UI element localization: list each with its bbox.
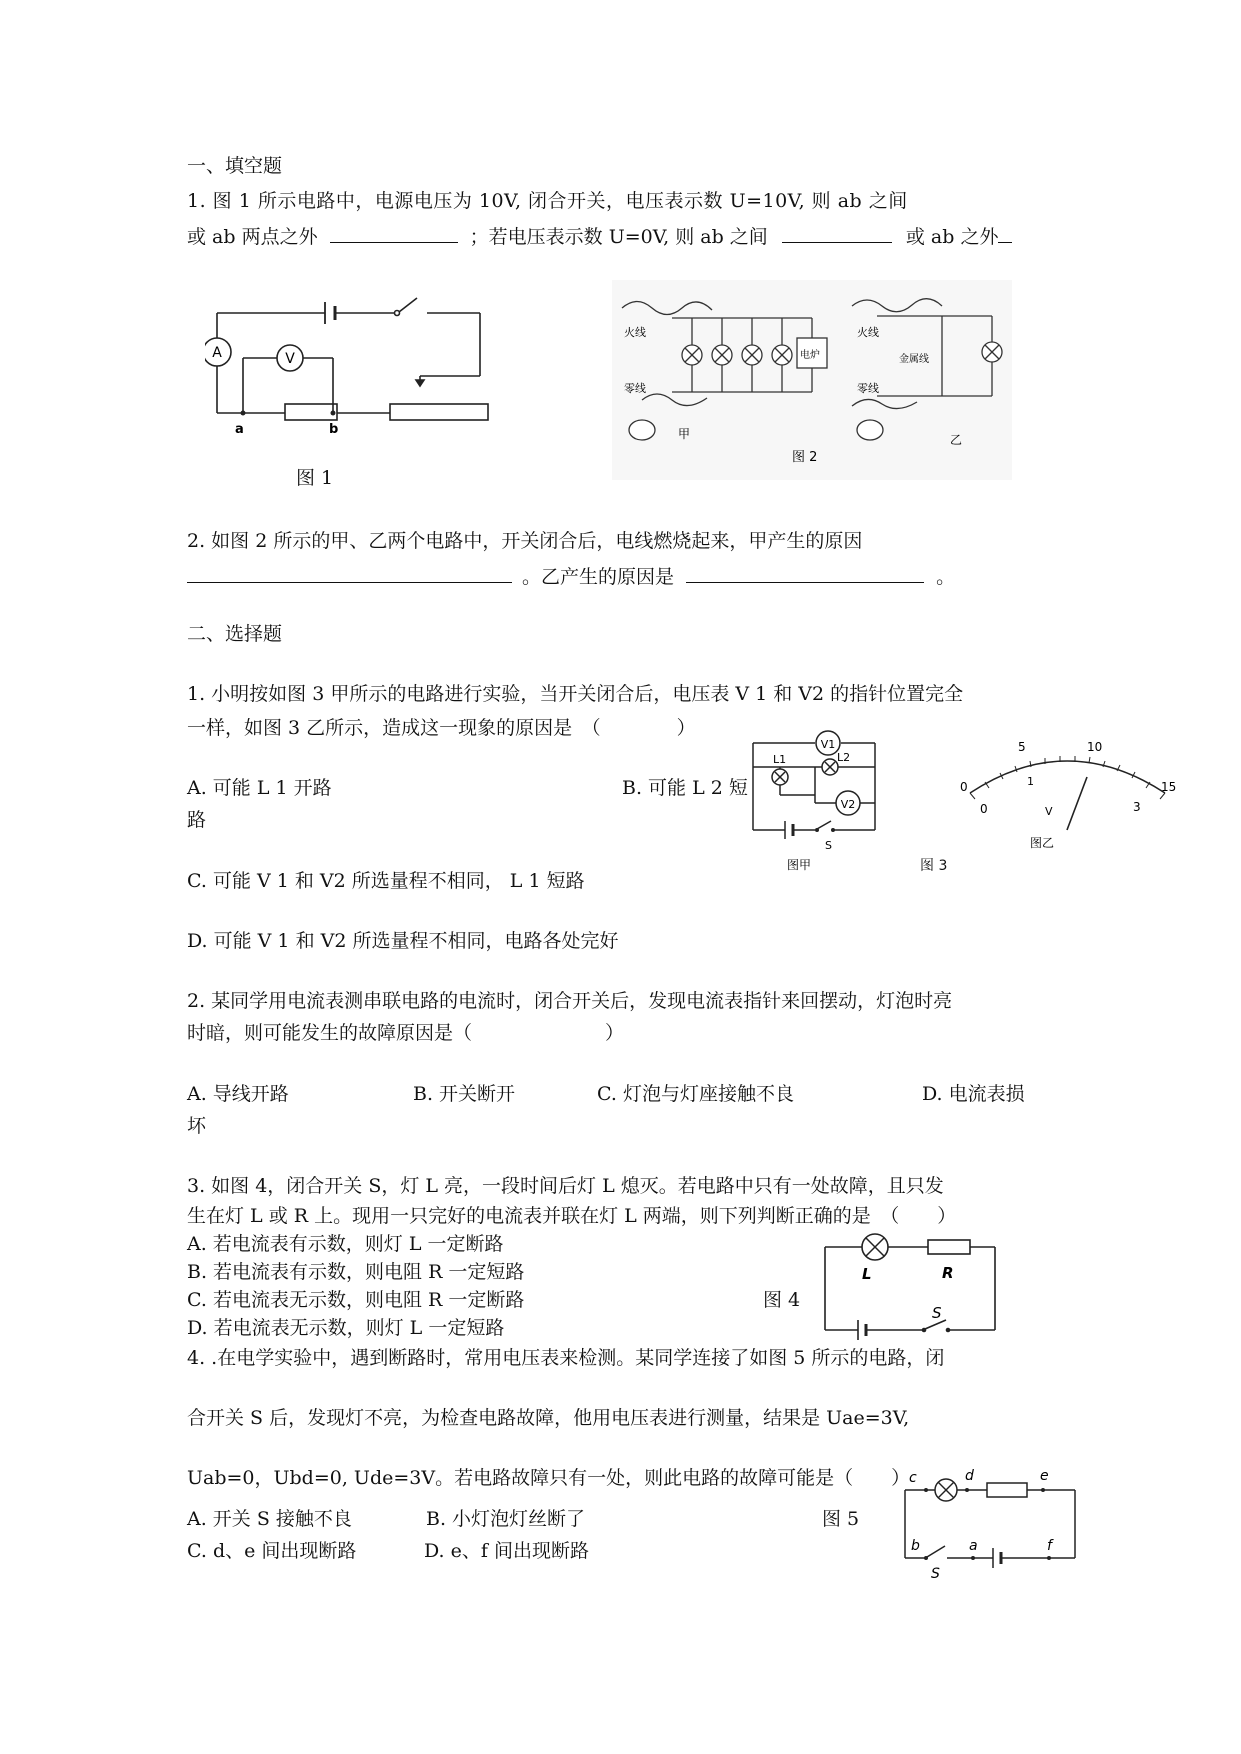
c2-option-c: C. 灯泡与灯座接触不良 — [597, 1083, 794, 1105]
meter-top-10: 10 — [1087, 740, 1103, 754]
point-a-label: a — [235, 422, 244, 437]
point-b-label: b — [911, 1538, 920, 1554]
c3-option-a: A. 若电流表有示数，则灯 L 一定断路 — [187, 1233, 504, 1255]
point-b-label: b — [329, 422, 339, 437]
point-e-label: e — [1040, 1468, 1049, 1484]
section-1-title: 一、填空题 — [187, 155, 283, 177]
section-2-title: 二、选择题 — [187, 623, 283, 645]
c3-option-b: B. 若电流表有示数，则电阻 R 一定短路 — [187, 1261, 525, 1283]
q1-blank-2[interactable] — [782, 224, 892, 243]
figure-3-jia-caption: 图甲 — [787, 858, 812, 872]
q2-blank-1[interactable] — [187, 564, 512, 583]
q2-line1: 2. 如图 2 所示的甲、乙两个电路中，开关闭合后，电线燃烧起来，甲产生的原因 — [187, 530, 863, 552]
figure-4-caption: 图 4 — [763, 1289, 801, 1311]
c4-option-b: B. 小灯泡灯丝断了 — [426, 1508, 586, 1530]
c4-option-d: D. e、f 间出现断路 — [424, 1540, 589, 1562]
jia-label: 甲 — [678, 427, 691, 441]
lamp-l-label: L — [862, 1265, 872, 1283]
jinshu-label: 金属线 — [899, 354, 929, 365]
meter-top-0: 0 — [960, 780, 968, 794]
jia-huoxian: 火线 — [624, 326, 646, 339]
l2-label: L2 — [837, 751, 851, 764]
jia-lingxian: 零线 — [624, 382, 646, 395]
q1-text-a: 或 ab 两点之外 — [187, 226, 318, 248]
c1-option-c: C. 可能 V 1 和 V2 所选量程不相同， L 1 短路 — [187, 870, 585, 892]
yi-lingxian: 零线 — [857, 382, 879, 395]
figure-1-circuit — [205, 288, 495, 448]
q1-line2 — [187, 224, 1012, 248]
c2-line2: 时暗，则可能发生的故障原因是（ ） — [187, 1022, 625, 1044]
c2-option-a: A. 导线开路 — [187, 1083, 289, 1105]
c1-option-b: B. 可能 L 2 短 — [622, 777, 748, 799]
meter-bottom-0: 0 — [980, 802, 988, 816]
point-c-label: c — [909, 1470, 917, 1486]
point-a-fig5-label: a — [969, 1538, 978, 1554]
c3-line1: 3. 如图 4，闭合开关 S，灯 L 亮，一段时间后灯 L 熄灭。若电路中只有一处故障，且只发 — [187, 1175, 944, 1197]
figure-4-circuit — [820, 1232, 1000, 1342]
point-d-label: d — [965, 1468, 974, 1484]
dianlu-label: 电炉 — [800, 350, 820, 361]
figure-5-caption: 图 5 — [822, 1508, 860, 1530]
switch-s-fig5-label: S — [931, 1566, 940, 1582]
c2-line1: 2. 某同学用电流表测串联电路的电流时，闭合开关后，发现电流表指针来回摆动，灯泡时亮 — [187, 990, 953, 1012]
c2-option-d-cont: 坏 — [187, 1115, 207, 1137]
figure-2-circuits — [612, 280, 1012, 480]
v2-label: V2 — [840, 798, 856, 811]
c1-option-d: D. 可能 V 1 和 V2 所选量程不相同，电路各处完好 — [187, 930, 619, 952]
v1-label: V1 — [820, 738, 836, 751]
voltmeter-label: V — [285, 351, 295, 367]
q1-blank-3[interactable] — [998, 224, 1012, 243]
q1-text-b: ；若电压表示数 U=0V, 则 ab 之间 — [469, 226, 768, 248]
meter-bottom-3: 3 — [1133, 800, 1141, 814]
c3-option-c: C. 若电流表无示数，则电阻 R 一定断路 — [187, 1289, 525, 1311]
q2-blank-2[interactable] — [686, 564, 924, 583]
resistor-r-label: R — [942, 1264, 954, 1282]
meter-v-label: V — [1045, 805, 1053, 818]
switch-s-label: S — [825, 839, 832, 852]
q1-text-c: 或 ab 之外 — [905, 226, 999, 248]
c4-line1: 4. .在电学实验中，遇到断路时，常用电压表来检测。某同学连接了如图 5 所示的电路，闭 — [187, 1347, 945, 1369]
figure-3-jia-circuit — [745, 725, 895, 875]
c4-option-a: A. 开关 S 接触不良 — [187, 1508, 352, 1530]
q2-text-b: 。 — [936, 566, 956, 588]
c4-line3: Uab=0，Ubd=0, Ude=3V。若电路故障只有一处，则此电路的故障可能是（ ） — [187, 1467, 911, 1489]
figure-3-yi-meter — [955, 735, 1180, 855]
meter-top-5: 5 — [1018, 740, 1026, 754]
q1-line1: 1. 图 1 所示电路中，电源电压为 10V, 闭合开关，电压表示数 U=10V, 则 ab 之间 — [187, 190, 908, 212]
figure-3-caption: 图 3 — [920, 858, 948, 874]
ammeter-label: A — [212, 345, 222, 361]
q1-blank-1[interactable] — [330, 224, 458, 243]
c1-option-a: A. 可能 L 1 开路 — [187, 777, 332, 799]
switch-s-fig4-label: S — [932, 1304, 942, 1322]
c2-option-b: B. 开关断开 — [413, 1083, 516, 1105]
yi-label: 乙 — [950, 433, 963, 447]
c1-line1: 1. 小明按如图 3 甲所示的电路进行实验，当开关闭合后，电压表 V 1 和 V2 的指针位置完全 — [187, 683, 964, 705]
c4-option-c: C. d、e 间出现断路 — [187, 1540, 357, 1562]
point-f-label: f — [1047, 1538, 1052, 1554]
figure-5-circuit — [895, 1462, 1085, 1582]
figure-2-caption: 图 2 — [792, 450, 818, 465]
c3-line2: 生在灯 L 或 R 上。现用一只完好的电流表并联在灯 L 两端，则下列判断正确的是 （ ） — [187, 1205, 957, 1227]
c3-option-d: D. 若电流表无示数，则灯 L 一定短路 — [187, 1317, 505, 1339]
yi-huoxian: 火线 — [857, 326, 879, 339]
meter-bottom-1: 1 — [1027, 775, 1034, 788]
c4-line2: 合开关 S 后，发现灯不亮，为检查电路故障，他用电压表进行测量，结果是 Uae=3V, — [187, 1407, 910, 1429]
q2-line2 — [187, 564, 955, 588]
c2-option-d: D. 电流表损 — [922, 1083, 1025, 1105]
c1-line2: 一样，如图 3 乙所示，造成这一现象的原因是 （ ） — [187, 717, 696, 739]
figure-3-yi-caption: 图乙 — [1030, 836, 1055, 850]
c1-option-b-cont: 路 — [187, 809, 207, 831]
figure-1-caption: 图 1 — [296, 467, 334, 489]
l1-label: L1 — [773, 753, 787, 766]
q2-text-a: 。乙产生的原因是 — [522, 566, 675, 588]
meter-top-15: 15 — [1161, 780, 1177, 794]
